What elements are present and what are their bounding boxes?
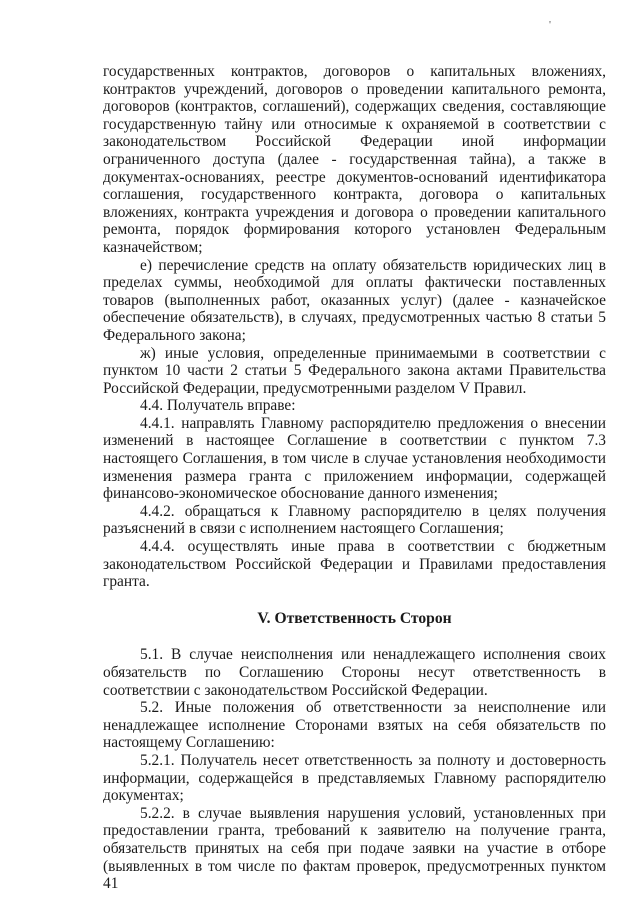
document-body [103,63,606,893]
section-heading: V. Ответственность Сторон [257,609,452,627]
paragraph: 4.4.1. направлять Главному распорядителю предложения о внесении изменений в настоящее Соглашение в соответствии с пунктом 7.3 настоящего Соглашения, в том числе в случае установления необходимости изменения размера гранта с приложением информации, содержащей финансово-экономическое обоснование данного изменения; [103,414,606,503]
paragraph: 4.4.4. осуществлять иные права в соответствии с бюджетным законодательством Российской Федерации и Правилами предоставления гранта. [103,538,606,591]
paragraph: государственных контрактов, договоров о капитальных вложениях, контрактов учреждений, договоров о проведении капитального ремонта, договоров (контрактов, соглашений), содержащих сведения, составляющие государственную тайну или относимые к охраняемой в соответствии с законодательством Российской Федерации иной информации ограниченного доступа (далее - государственная тайна), а также в документах-основаниях, реестре документов-оснований идентификатора соглашения, государственного контракта, договора о капитальных вложениях, контракта учреждения и договора о проведении капитального ремонта, порядок формирования которого установлен Федеральным казначейством; [103,63,606,256]
paragraph: 4.4.2. обращаться к Главному распорядителю в целях получения разъяснений в связи с исполнением настоящего Соглашения; [103,502,606,538]
paragraph-group-main [103,63,606,591]
paragraph: 5.2.1. Получатель несет ответственность за полноту и достоверность информации, содержащейся в представляемых Главному распорядителю документах; [103,751,606,805]
paragraph-group-section-5 [103,646,606,892]
paragraph: 5.2. Иные положения об ответственности за неисполнение или ненадлежащее исполнение Сторонами взятых на себя обязательств по настоящему Соглашению: [103,699,606,752]
paragraph: ж) иные условия, определенные принимаемыми в соответствии с пунктом 10 части 2 статьи 5 Федерального закона актами Правительства Российской Федерации, предусмотренными разделом V Правил. [103,344,606,397]
paragraph: 5.1. В случае неисполнения или ненадлежащего исполнения своих обязательств по Соглашению Стороны несут ответственность в соответствии с законодательством Российской Федерации. [103,646,606,699]
corner-mark: ' [549,19,551,31]
paragraph: 5.2.2. в случае выявления нарушения условий, установленных при предоставлении гранта, требований к заявителю на получение гранта, обязательств принятых на себя при подаче заявки на участие в отборе (выявленных в том числе по фактам проверок, предусмотренных пунктом 41 [103,804,606,893]
paragraph: 4.4. Получатель вправе: [140,397,296,415]
paragraph: е) перечисление средств на оплату обязательств юридических лиц в пределах суммы, необходимой для оплаты фактически поставленных товаров (выполненных работ, оказанных услуг) (далее - казначейское обеспечение обязательств), в случаях, предусмотренных частью 8 статьи 5 Федерального закона; [103,256,606,344]
